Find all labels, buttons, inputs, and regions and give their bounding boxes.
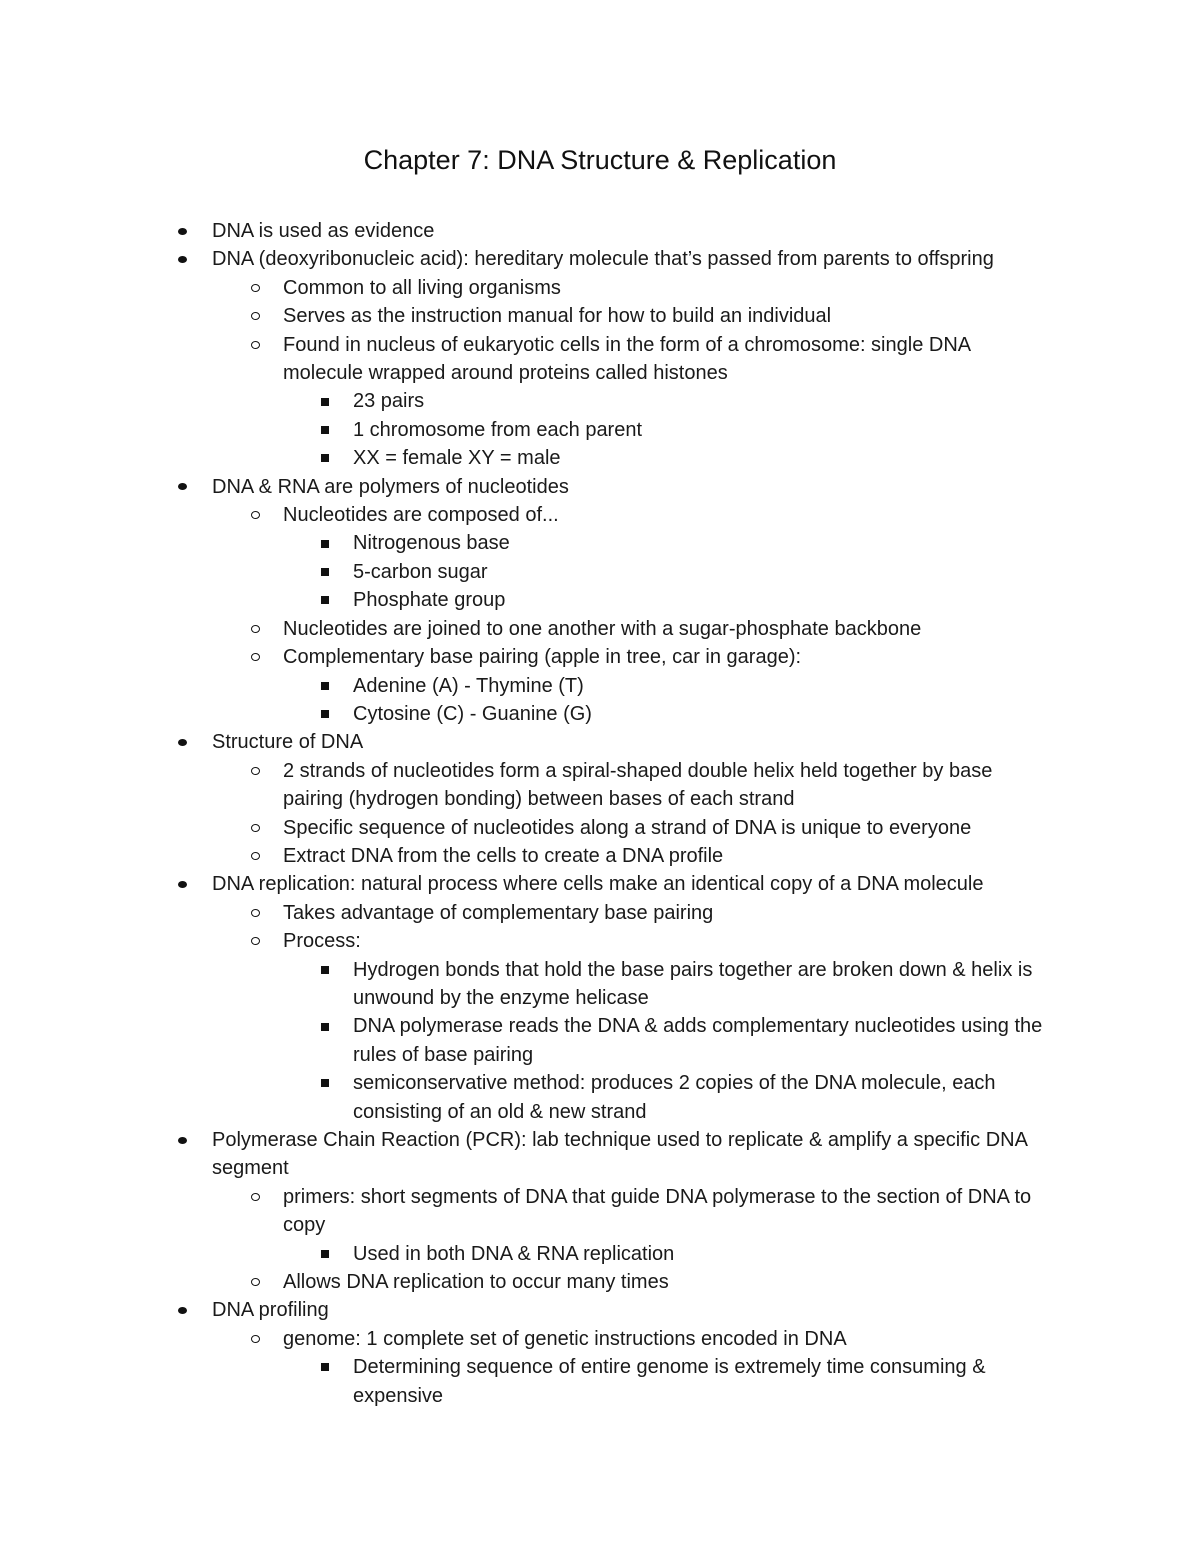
list-item-text: DNA is used as evidence bbox=[212, 220, 435, 242]
hollow-circle-bullet-icon bbox=[248, 331, 262, 359]
notes-outline bbox=[0, 217, 1200, 1410]
filled-square-bullet-icon bbox=[318, 1353, 332, 1381]
list-item bbox=[0, 672, 1200, 700]
list-item-text: Cytosine (C) - Guanine (G) bbox=[353, 702, 592, 725]
list-item-text: 5-carbon sugar bbox=[353, 560, 488, 583]
filled-circle-bullet-icon bbox=[175, 1296, 189, 1324]
list-item bbox=[0, 274, 1200, 302]
list-item bbox=[0, 700, 1200, 728]
list-item-text: DNA & RNA are polymers of nucleotides bbox=[212, 475, 569, 498]
list-item bbox=[0, 757, 1200, 814]
filled-square-bullet-icon bbox=[318, 416, 332, 444]
list-item bbox=[0, 444, 1200, 472]
hollow-circle-bullet-icon bbox=[248, 615, 262, 643]
hollow-circle-bullet-icon bbox=[248, 927, 262, 955]
list-item-text: Allows DNA replication to occur many times bbox=[283, 1271, 669, 1294]
list-item-text: Complementary base pairing (apple in tree, car in garage): bbox=[283, 646, 802, 669]
list-item bbox=[0, 1012, 1200, 1069]
list-item bbox=[0, 814, 1200, 842]
filled-circle-bullet-icon bbox=[175, 245, 189, 273]
list-item-text: Takes advantage of complementary base pairing bbox=[283, 901, 714, 924]
filled-circle-bullet-icon bbox=[175, 1126, 189, 1154]
hollow-circle-bullet-icon bbox=[248, 814, 262, 842]
list-item-text: 23 pairs bbox=[353, 390, 425, 413]
list-item-text: XX = female XY = male bbox=[353, 447, 561, 470]
list-item bbox=[0, 387, 1200, 415]
list-item bbox=[0, 643, 1200, 671]
filled-square-bullet-icon bbox=[318, 1012, 332, 1040]
list-item-text: DNA replication: natural process where cells make an identical copy of a DNA molecule bbox=[212, 873, 984, 896]
list-item bbox=[0, 842, 1200, 870]
list-item-text: primers: short segments of DNA that guide DNA polymerase to the section of DNA to copy bbox=[283, 1185, 1032, 1237]
list-item-text: Common to all living organisms bbox=[283, 276, 561, 299]
hollow-circle-bullet-icon bbox=[248, 1183, 262, 1211]
list-item bbox=[0, 899, 1200, 927]
list-item-text: Nucleotides are joined to one another with a sugar-phosphate backbone bbox=[283, 617, 922, 640]
list-item bbox=[0, 1183, 1200, 1240]
list-item bbox=[0, 558, 1200, 586]
list-item bbox=[0, 1069, 1200, 1126]
hollow-circle-bullet-icon bbox=[248, 643, 262, 671]
filled-square-bullet-icon bbox=[318, 956, 332, 984]
hollow-circle-bullet-icon bbox=[248, 1268, 262, 1296]
list-item-text: Structure of DNA bbox=[212, 731, 364, 754]
hollow-circle-bullet-icon bbox=[248, 842, 262, 870]
filled-square-bullet-icon bbox=[318, 1240, 332, 1268]
filled-circle-bullet-icon bbox=[175, 728, 189, 756]
list-item bbox=[0, 331, 1200, 388]
list-item-text: DNA polymerase reads the DNA & adds complementary nucleotides using the rules of base pairing bbox=[353, 1015, 1043, 1066]
page-title: Chapter 7: DNA Structure & Replication bbox=[363, 145, 837, 175]
filled-square-bullet-icon bbox=[318, 529, 332, 557]
list-item-text: semiconservative method: produces 2 copies of the DNA molecule, each consisting of an old & new strand bbox=[353, 1072, 996, 1123]
filled-square-bullet-icon bbox=[318, 672, 332, 700]
list-item bbox=[0, 1240, 1200, 1268]
list-item-text: Used in both DNA & RNA replication bbox=[353, 1242, 675, 1265]
list-item-text: Nucleotides are composed of... bbox=[283, 504, 559, 527]
list-item-text: genome: 1 complete set of genetic instructions encoded in DNA bbox=[283, 1327, 847, 1350]
list-item bbox=[0, 956, 1200, 1013]
list-item-text: Phosphate group bbox=[353, 589, 506, 612]
list-item bbox=[0, 927, 1200, 955]
list-item bbox=[0, 529, 1200, 557]
list-item bbox=[0, 1268, 1200, 1296]
filled-square-bullet-icon bbox=[318, 387, 332, 415]
list-item bbox=[0, 870, 1200, 898]
list-item-text: DNA profiling bbox=[212, 1299, 329, 1322]
hollow-circle-bullet-icon bbox=[248, 501, 262, 529]
hollow-circle-bullet-icon bbox=[248, 899, 262, 927]
list-item bbox=[0, 728, 1200, 756]
filled-square-bullet-icon bbox=[318, 1069, 332, 1097]
hollow-circle-bullet-icon bbox=[248, 274, 262, 302]
list-item bbox=[0, 1296, 1200, 1324]
list-item-text: Nitrogenous base bbox=[353, 532, 510, 555]
list-item-text: 1 chromosome from each parent bbox=[353, 418, 643, 441]
list-item bbox=[0, 501, 1200, 529]
list-item bbox=[0, 416, 1200, 444]
list-item-text: Found in nucleus of eukaryotic cells in the form of a chromosome: single DNA molecule wrapped around proteins called histones bbox=[283, 333, 970, 385]
list-item-text: Hydrogen bonds that hold the base pairs together are broken down & helix is unwound by the enzyme helicase bbox=[353, 958, 1033, 1009]
list-item-text: Specific sequence of nucleotides along a strand of DNA is unique to everyone bbox=[283, 816, 972, 839]
list-item bbox=[0, 302, 1200, 330]
filled-square-bullet-icon bbox=[318, 700, 332, 728]
list-item-text: Determining sequence of entire genome is extremely time consuming & expensive bbox=[353, 1356, 986, 1407]
list-item bbox=[0, 245, 1200, 273]
hollow-circle-bullet-icon bbox=[248, 302, 262, 330]
list-item-text: Process: bbox=[283, 930, 361, 953]
list-item bbox=[0, 615, 1200, 643]
list-item-text: Adenine (A) - Thymine (T) bbox=[353, 674, 584, 697]
list-item bbox=[0, 1325, 1200, 1353]
filled-circle-bullet-icon bbox=[175, 870, 189, 898]
list-item-text: Polymerase Chain Reaction (PCR): lab technique used to replicate & amplify a specific DNA segment bbox=[212, 1129, 1027, 1180]
list-item-text: 2 strands of nucleotides form a spiral-shaped double helix held together by base pairing (hydrogen bonding) between bases of each strand bbox=[283, 759, 993, 811]
list-item bbox=[0, 473, 1200, 501]
filled-square-bullet-icon bbox=[318, 586, 332, 614]
list-item-text: DNA (deoxyribonucleic acid): hereditary molecule that’s passed from parents to offspring bbox=[212, 248, 994, 271]
hollow-circle-bullet-icon bbox=[248, 1325, 262, 1353]
list-item-text: Extract DNA from the cells to create a DNA profile bbox=[283, 844, 724, 867]
filled-circle-bullet-icon bbox=[175, 473, 189, 501]
list-item-text: Serves as the instruction manual for how to build an individual bbox=[283, 305, 832, 328]
list-item bbox=[0, 586, 1200, 614]
list-item bbox=[0, 1126, 1200, 1183]
hollow-circle-bullet-icon bbox=[248, 757, 262, 785]
filled-square-bullet-icon bbox=[318, 444, 332, 472]
filled-circle-bullet-icon bbox=[175, 217, 189, 245]
list-item bbox=[0, 1353, 1200, 1410]
list-item bbox=[0, 217, 1200, 245]
filled-square-bullet-icon bbox=[318, 558, 332, 586]
